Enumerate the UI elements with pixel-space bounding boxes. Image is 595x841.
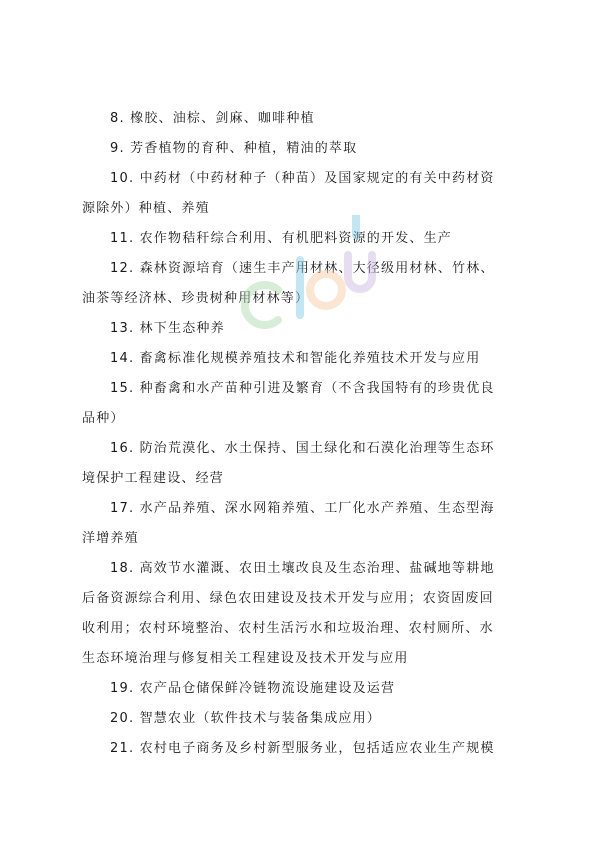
list-item-20: 20. 智慧农业（软件技术与装备集成应用） bbox=[110, 711, 382, 726]
list-item-8: 8. 橡胶、油棕、剑麻、咖啡种植 bbox=[110, 111, 315, 126]
watermark-letter-o bbox=[310, 274, 342, 306]
list-item-11: 11. 农作物秸秆综合利用、有机肥料资源的开发、生产 bbox=[110, 231, 453, 246]
list-item-10-line-2: 源除外）种植、养殖 bbox=[82, 201, 210, 216]
list-item-18-line-1: 18. 高效节水灌溉、农田土壤改良及生态治理、盐碱地等耕地 bbox=[110, 561, 495, 576]
list-item-13: 13. 林下生态种养 bbox=[110, 321, 225, 336]
list-item-15-line-1: 15. 种畜禽和水产苗种引进及繁育（不含我国特有的珍贵优良 bbox=[110, 381, 495, 396]
list-item-21-line-1: 21. 农村电子商务及乡村新型服务业，包括适应农业生产规模 bbox=[110, 741, 495, 756]
list-item-15-line-2: 品种） bbox=[82, 411, 125, 426]
list-item-18-line-2: 后备资源综合利用、绿色农田建设及技术开发与应用；农资固废回 bbox=[82, 591, 494, 606]
list-item-17-line-2: 洋增养殖 bbox=[82, 531, 139, 546]
list-item-14: 14. 畜禽标准化规模养殖技术和智能化养殖技术开发与应用 bbox=[110, 351, 481, 366]
list-item-12-line-2: 油茶等经济林、珍贵树种用材林等） bbox=[82, 291, 310, 306]
list-item-16-line-2: 境保护工程建设、经营 bbox=[82, 471, 225, 486]
list-item-19: 19. 农产品仓储保鲜冷链物流设施建设及运营 bbox=[110, 681, 396, 696]
list-item-10-line-1: 10. 中药材（中药材种子（种苗）及国家规定的有关中药材资 bbox=[110, 171, 495, 186]
list-item-9: 9. 芳香植物的育种、种植，精油的萃取 bbox=[110, 141, 358, 156]
list-item-18-line-3: 收利用；农村环境整治、农村生活污水和垃圾治理、农村厕所、水 bbox=[82, 621, 494, 636]
list-item-12-line-1: 12. 森林资源培育（速生丰产用材林、大径级用材林、竹林、 bbox=[110, 261, 495, 276]
list-item-17-line-1: 17. 水产品养殖、深水网箱养殖、工厂化水产养殖、生态型海 bbox=[110, 501, 495, 516]
list-item-18-line-4: 生态环境治理与修复相关工程建设及技术开发与应用 bbox=[82, 651, 409, 666]
list-item-16-line-1: 16. 防治荒漠化、水土保持、国土绿化和石漠化治理等生态环 bbox=[110, 441, 495, 456]
